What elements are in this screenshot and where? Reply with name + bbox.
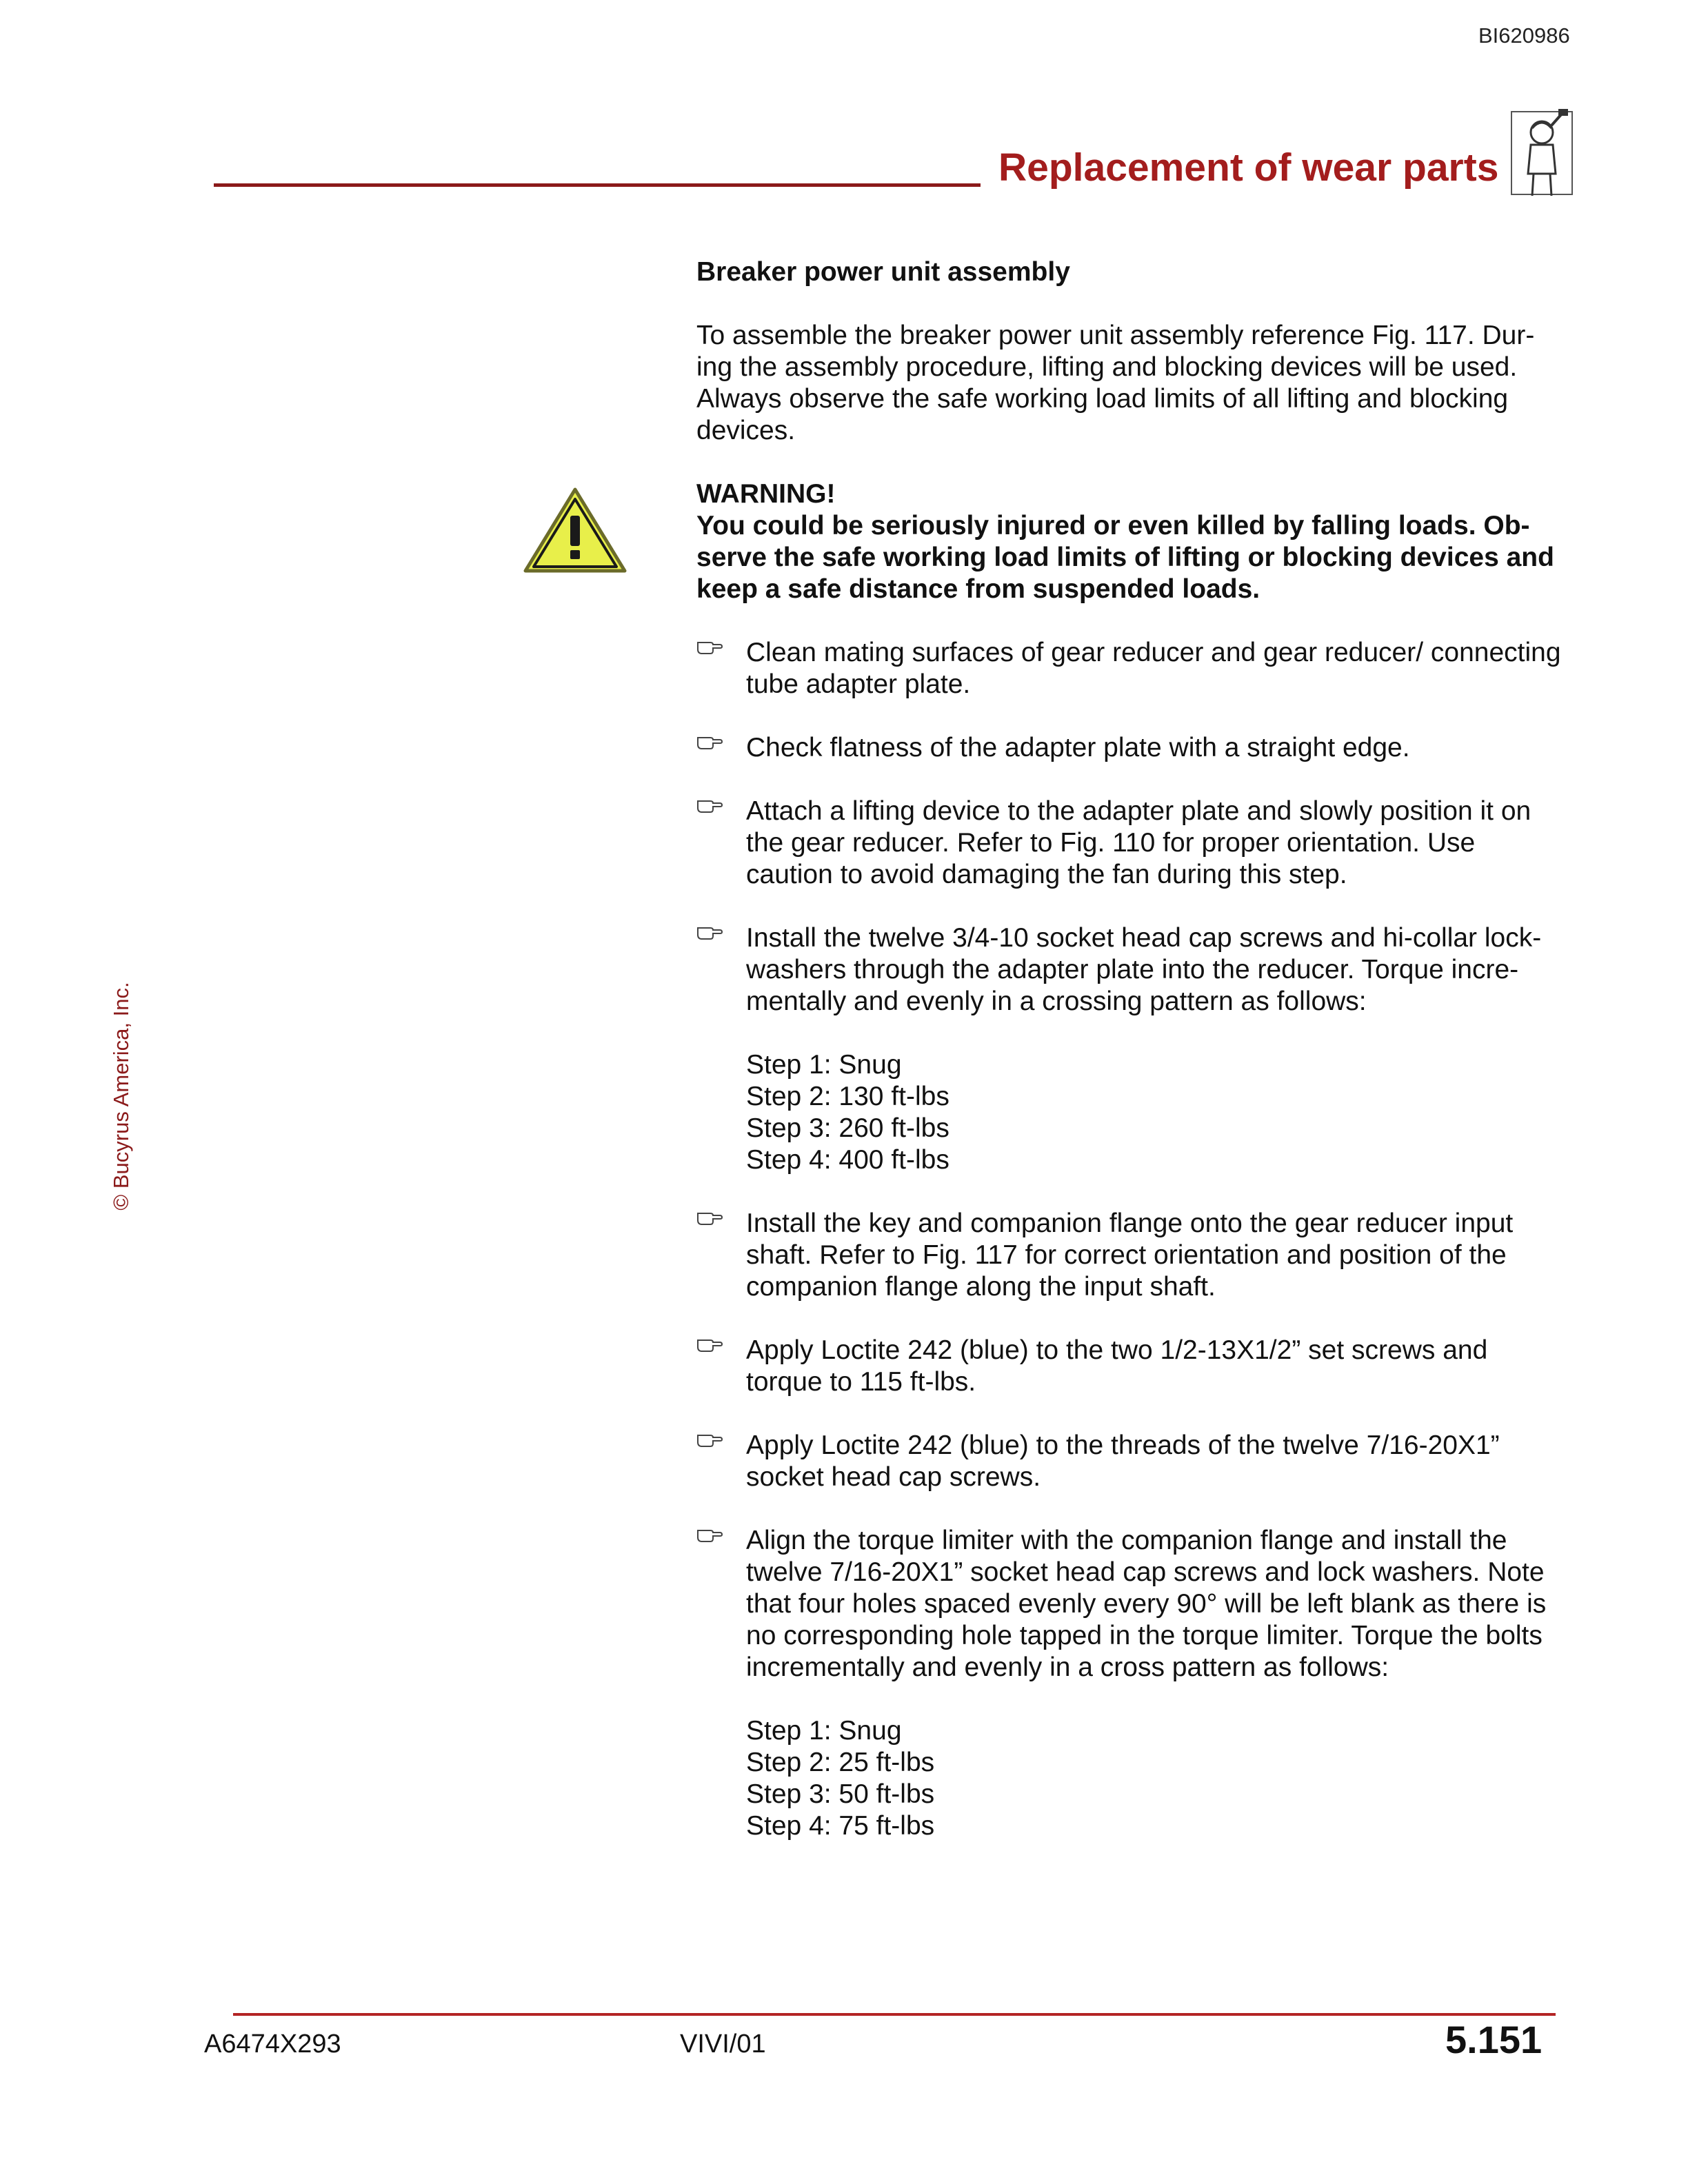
copyright-notice: © Bucyrus America, Inc.	[109, 982, 133, 1211]
bullet-text: Align the torque limiter with the companion flange and install the twelve 7/16-20X1” socket head cap screws and lock washers. Note that four holes spaced evenly every 90° will be left blank as there is no corresponding hole tapped in the torque limiter. Torque the bolts incrementally and evenly in a cross pattern as follows:	[746, 1526, 1547, 1682]
bullet-item	[696, 922, 1563, 1018]
header-rule	[214, 183, 981, 187]
bullet-item	[696, 1525, 1563, 1684]
torque-steps-list	[746, 1715, 1563, 1842]
torque-step: Step 2: 130 ft-lbs	[746, 1082, 950, 1111]
pointing-hand-icon	[696, 797, 723, 815]
pointing-hand-icon	[696, 1526, 723, 1544]
pointing-hand-icon	[696, 1209, 723, 1227]
bullet-text: Attach a lifting device to the adapter plate and slowly position it on the gear reducer. Refer to Fig. 110 for proper orientation. Use caution to avoid damaging the fan during this step.	[746, 796, 1531, 889]
torque-steps-list	[746, 1049, 1563, 1176]
page-number: 5.151	[1445, 2018, 1543, 2061]
bullet-item	[696, 796, 1563, 891]
footer-revision: VIVI/01	[680, 2030, 766, 2059]
subtitle: Breaker power unit assembly	[696, 257, 1070, 287]
footer-doc-number: A6474X293	[204, 2030, 341, 2059]
bullet-text: Install the key and companion flange onto the gear reducer input shaft. Refer to Fig. 117 for correct orientation and position of the companion flange along the input shaft.	[746, 1209, 1514, 1302]
bullet-text: Apply Loctite 242 (blue) to the threads of the twelve 7/16-20X1” socket head cap screws.	[746, 1430, 1500, 1492]
main-content	[696, 256, 1563, 1874]
bullet-text: Check flatness of the adapter plate with a straight edge.	[746, 733, 1410, 762]
bullet-item	[696, 732, 1563, 764]
bullet-item	[696, 1430, 1563, 1493]
footer-rule	[233, 2013, 1556, 2016]
pointing-hand-icon	[696, 638, 723, 656]
torque-step: Step 2: 25 ft-lbs	[746, 1748, 935, 1777]
pointing-hand-icon	[696, 924, 723, 942]
mechanic-icon	[1507, 105, 1576, 201]
bullet-item	[696, 1208, 1563, 1303]
pointing-hand-icon	[696, 734, 723, 751]
torque-step: Step 1: Snug	[746, 1716, 902, 1746]
intro-paragraph: To assemble the breaker power unit assembly reference Fig. 117. Dur-ing the assembly procedure, lifting and blocking devices will be used. Always observe the safe working load limits of all lifting and blocking devices.	[696, 321, 1535, 445]
bullet-text: Clean mating surfaces of gear reducer and gear reducer/ connecting tube adapter plate.	[746, 638, 1561, 699]
bullet-text: Install the twelve 3/4-10 socket head cap screws and hi-collar lock-washers through the adapter plate into the reducer. Torque incre-mentally and evenly in a crossing pattern as follows:	[746, 923, 1542, 1016]
torque-step: Step 3: 260 ft-lbs	[746, 1113, 950, 1143]
torque-step: Step 3: 50 ft-lbs	[746, 1779, 935, 1809]
warning-block	[696, 478, 1563, 605]
doc-id: BI620986	[1478, 23, 1570, 48]
pointing-hand-icon	[696, 1336, 723, 1354]
torque-step: Step 1: Snug	[746, 1050, 902, 1080]
warning-title: WARNING!	[696, 479, 836, 509]
torque-step: Step 4: 400 ft-lbs	[746, 1145, 950, 1175]
section-title: Replacement of wear parts	[998, 145, 1499, 190]
bullet-item	[696, 637, 1563, 700]
warning-text: You could be seriously injured or even killed by falling loads. Ob-serve the safe working load limits of lifting or blocking devices and keep a safe distance from suspended loads.	[696, 511, 1554, 604]
bullet-item	[696, 1335, 1563, 1398]
pointing-hand-icon	[696, 1431, 723, 1449]
warning-triangle-icon	[521, 485, 629, 575]
bullet-text: Apply Loctite 242 (blue) to the two 1/2-13X1/2” set screws and torque to 115 ft-lbs.	[746, 1335, 1488, 1397]
torque-step: Step 4: 75 ft-lbs	[746, 1811, 935, 1841]
